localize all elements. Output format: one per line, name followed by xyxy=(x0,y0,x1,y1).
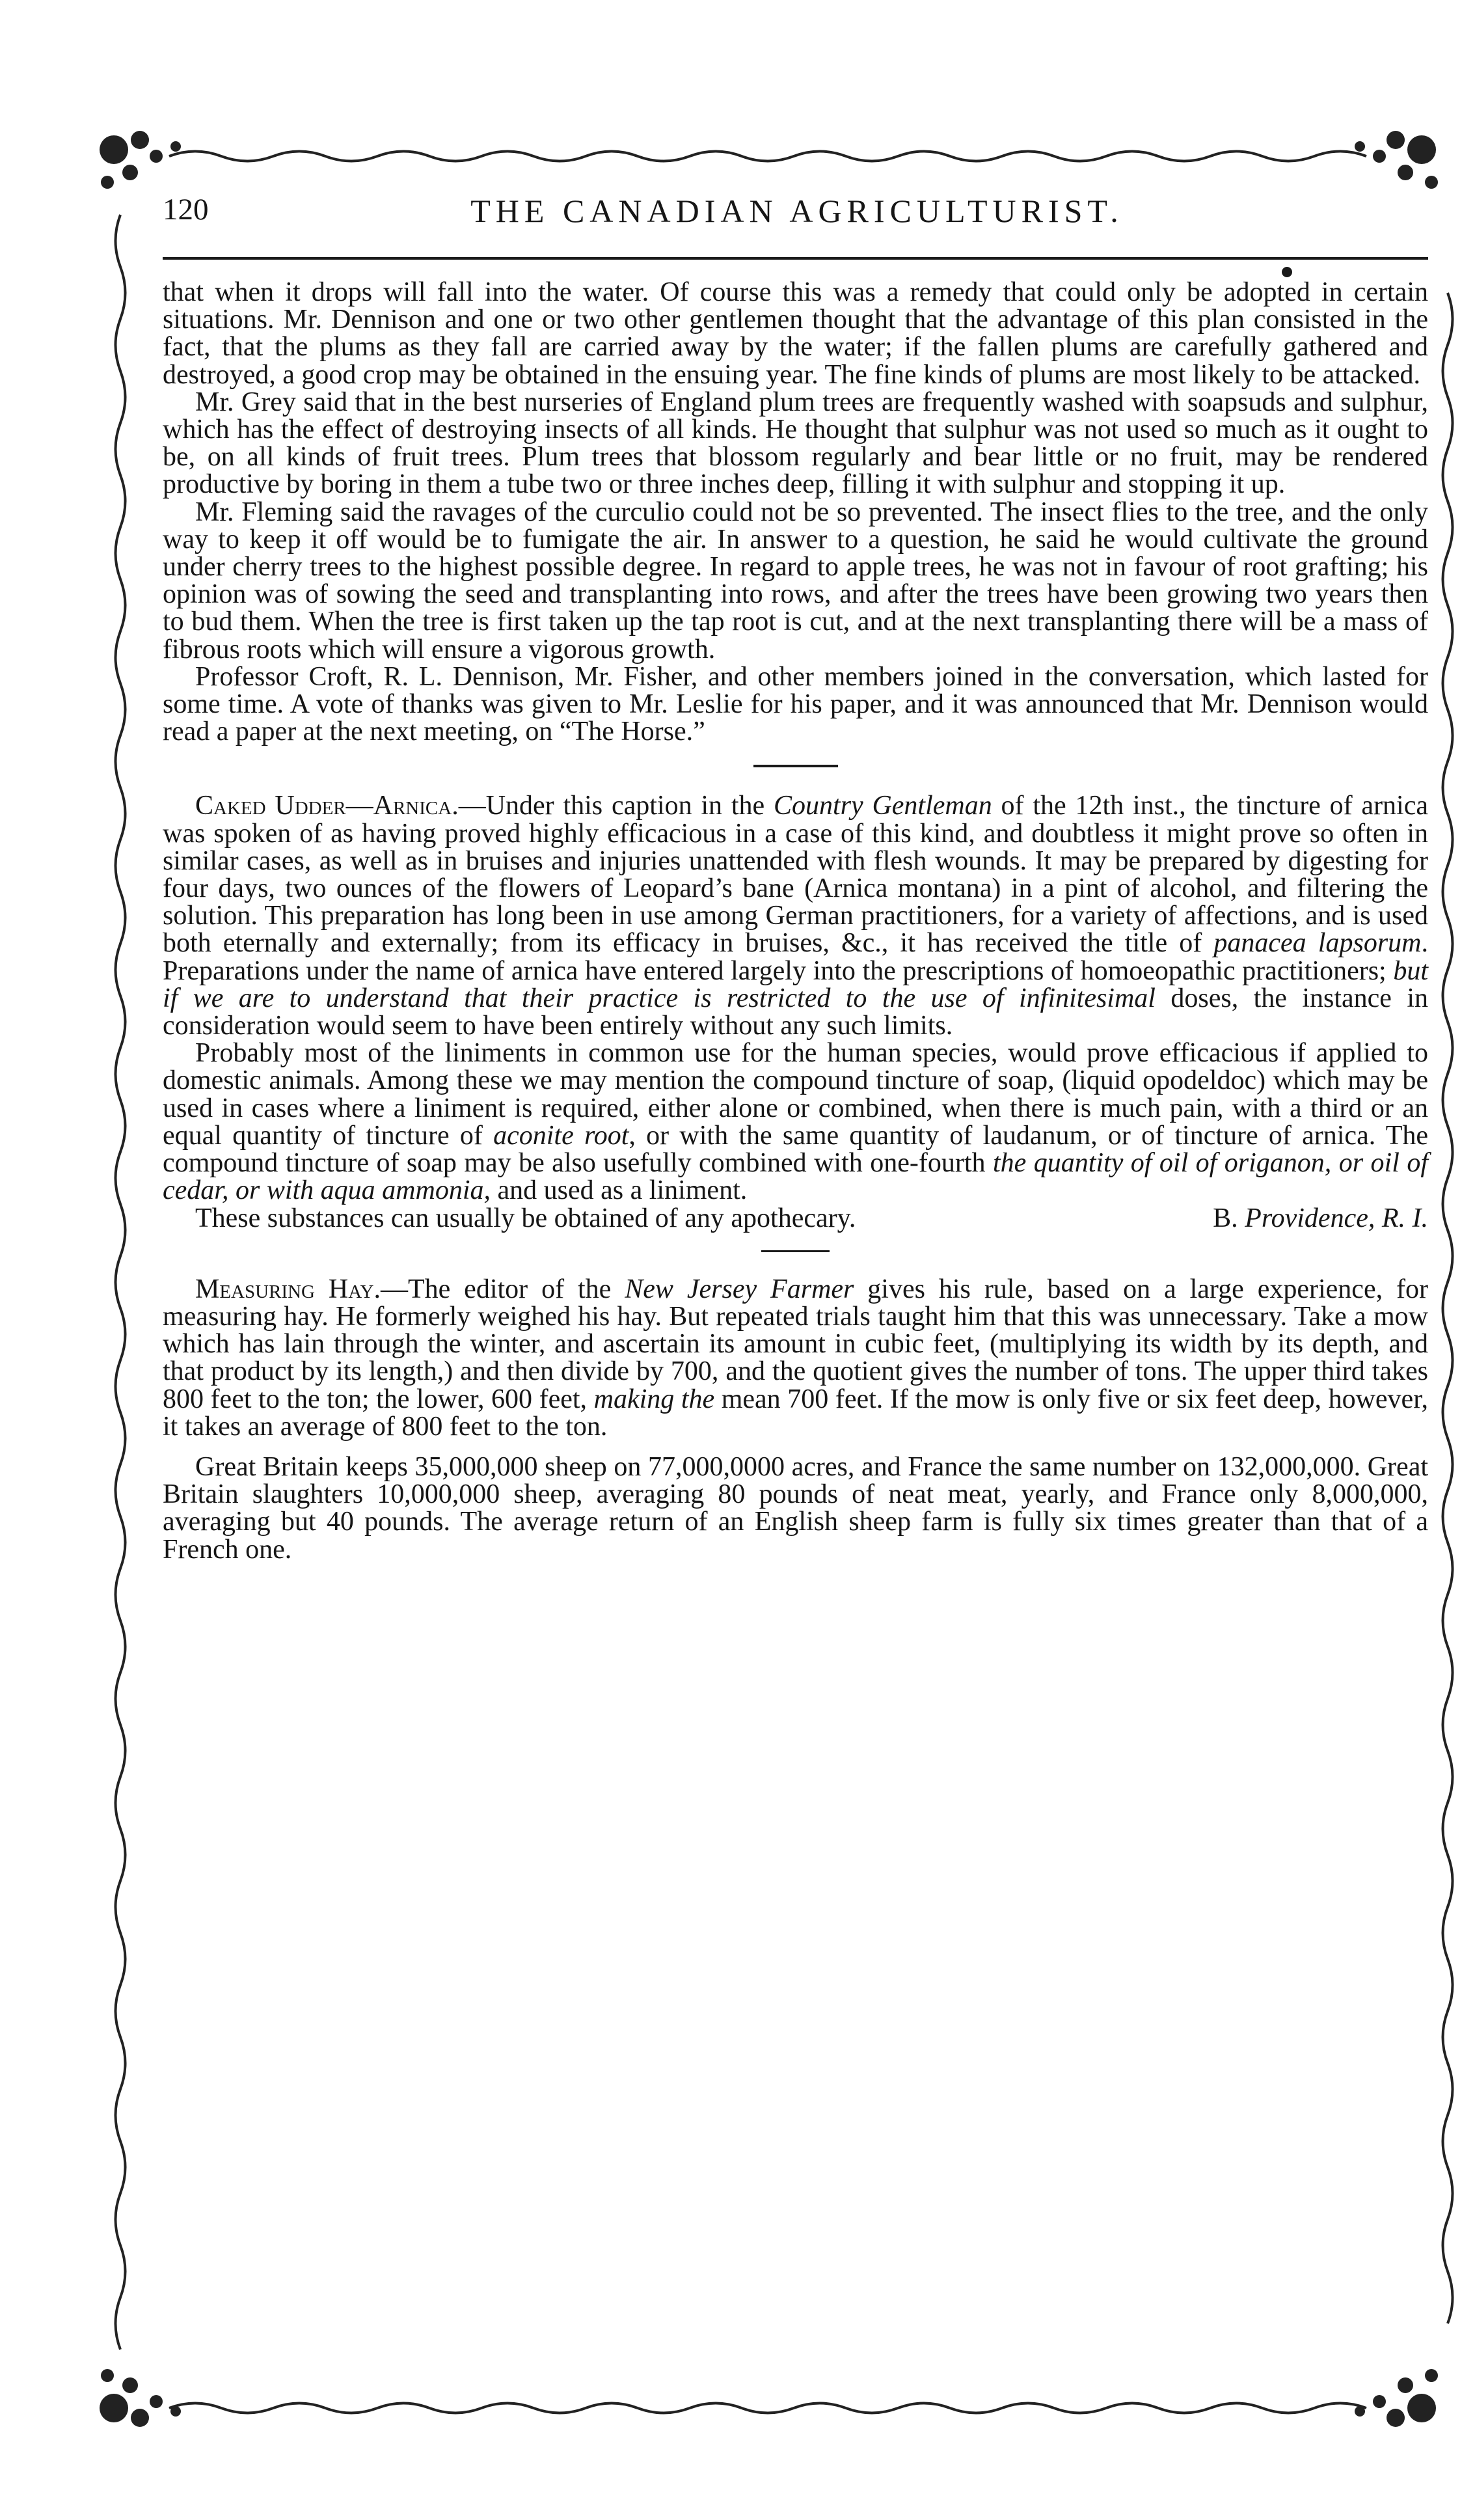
italic-run: but if we are to understand that their practice is restricted to the use of infinitesimal xyxy=(163,955,1428,1013)
text-run: and used as a liniment. xyxy=(491,1175,748,1206)
article4-paragraph-1: Great Britain keeps 35,000,000 sheep on 77,000,0000 acres, and France the same number on 132,000,000. Great Britain slaughters 10,000,000 sheep, averaging 80 pounds of neat meat, yearly, and France only 8,000,000, averaging but 40 pounds. The average return of an English sheep farm is fully six times greater than that of a French one. xyxy=(163,1451,1428,1565)
italic-run: aconite root xyxy=(493,1120,629,1151)
left-border-wave xyxy=(116,215,126,2349)
signature-place: Providence, R. I. xyxy=(1245,1203,1428,1233)
corner-ornament-bottom-left xyxy=(100,2369,181,2427)
source-title: New Jersey Farmer xyxy=(625,1274,854,1304)
page-number: 120 xyxy=(163,193,209,226)
text-run: gives his rule, based on a large experience, for measuring hay. He formerly weighed his hay. But repeated trials taught him that this was unnecessary. Take a mow which has lain through the winter, and ascertain its amount in cubic feet, (multiplying its width by its depth, and that product by its length,) and then divide by 700, and the quotient gives the number of tons. The upper third takes 800 feet to the ton; the lower, 600 feet, xyxy=(163,1274,1428,1414)
text-run: of the 12th inst., the tincture of arnica was spoken of as having proved highly efficacious in a case of this kind, and doubtless it might prove so often in similar cases, as well as in bruises and injuries unattended with flesh wounds. It may be prepared by digesting for four days, two ounces of the flowers of Leopard’s bane (Arnica montana) in a pint of alcohol, and filtering the solution. This preparation has long been in use among German practitioners, for a variety of affections, and is used both eternally and externally; from its efficacy in bruises, &c., it has received the title of xyxy=(163,791,1429,959)
header-rule xyxy=(163,257,1428,260)
corner-ornament-bottom-right xyxy=(1355,2369,1438,2427)
paragraph-gap xyxy=(163,1440,1428,1453)
text-column xyxy=(163,279,1428,1563)
latin-title: panacea lapsorum xyxy=(1213,928,1422,959)
signature xyxy=(1180,1205,1428,1232)
text-run: , or with the same quantity of laudanum, or of tincture of arnica. The compound tincture of soap may be also usefully combined with one-fourth xyxy=(163,1120,1429,1179)
article1-paragraph-3: Mr. Fleming said the ravages of the curculio could not be so prevented. The insect flies to the tree, and the only way to keep it off would be to fumigate the air. In answer to a question, he said he would cultivate the ground under cherry trees to the highest possible degree. In regard to apple trees, he was not in favour of root grafting; his opinion was of sowing the seed and transplanting into rows, and after the trees have been growing two years then to bud them. When the tree is first taken up the tap root is cut, and at the next transplanting there will be a mass of fibrous roots which will ensure a vigorous growth. xyxy=(163,497,1428,664)
running-header xyxy=(163,185,1431,238)
article2-paragraph-1 xyxy=(163,792,1428,1039)
article3-heading: Measuring Hay. xyxy=(195,1274,381,1304)
text-run: . Preparations under the name of arnica have entered largely into the prescriptions of homoeopathic practitioners; xyxy=(163,928,1428,986)
bottom-border-wave xyxy=(169,2404,1366,2413)
article1-paragraph-2: Mr. Grey said that in the best nurseries of England plum trees are frequently washed with soapsuds and sulphur, which has the effect of destroying insects of all kinds. He thought that sulphur was not used so much as it ought to be, on all kinds of fruit trees. Plum trees that blossom regularly and bear little or no fruit, may be rendered productive by boring in them a tube two or three inches deep, filling it with sulphur and stopping it up. xyxy=(163,387,1428,500)
section-separator xyxy=(753,765,838,767)
text-run: —The editor of the xyxy=(380,1274,625,1304)
signature-initial: B. xyxy=(1213,1203,1245,1233)
italic-run: the quantity of oil of origanon, or oil of cedar, or with aqua ammonia, xyxy=(163,1148,1428,1206)
corner-ornament-top-right xyxy=(1355,131,1438,189)
article2-paragraph-3 xyxy=(163,1205,1428,1232)
text-run: mean 700 feet. If the mow is only five or six feet deep, however, it takes an average of 800 feet to the ton. xyxy=(163,1384,1428,1442)
text-run: Probably most of the liniments in common use for the human species, would prove efficacious if applied to domestic animals. Among these we may mention the compound tincture of soap, (liquid opodeldoc) which may be used in cases where a liniment is required, either alone or combined, when there is much pain, with a third or an equal quantity of tincture of xyxy=(163,1038,1428,1151)
header-dot xyxy=(1282,267,1292,277)
text-run: —Under this caption in the xyxy=(458,791,774,821)
corner-ornament-top-left xyxy=(100,131,181,189)
text-run: doses, the instance in consideration would seem to have been entirely without any such limits. xyxy=(163,983,1428,1041)
top-border-wave xyxy=(169,152,1366,161)
article1-paragraph-1: that when it drops will fall into the water. Of course this was a remedy that could only be adopted in certain situations. Mr. Dennison and one or two other gentlemen thought that the advantage of this plan consisted in the fact, that the plums as they fall are carried away by the water; if the fallen plums are carefully gathered and destroyed, a good crop may be obtained in the ensuing year. The fine kinds of plums are most likely to be attacked. xyxy=(163,277,1428,390)
text-run: These substances can usually be obtained of any apothecary. xyxy=(195,1203,856,1233)
right-border-wave xyxy=(1443,293,1453,2323)
source-title: Country Gentleman xyxy=(773,791,992,821)
article2-paragraph-2 xyxy=(163,1039,1428,1204)
article2-heading: Caked Udder—Arnica. xyxy=(195,791,459,821)
article3-paragraph-1 xyxy=(163,1276,1428,1440)
running-title: THE CANADIAN AGRICULTURIST. xyxy=(470,193,1124,229)
section-separator xyxy=(761,1250,830,1252)
article1-paragraph-4: Professor Croft, R. L. Dennison, Mr. Fisher, and other members joined in the conversation, which lasted for some time. A vote of thanks was given to Mr. Leslie for his paper, and it was announced that Mr. Dennison would read a paper at the next meeting, on “The Horse.” xyxy=(163,661,1428,747)
italic-run: making the xyxy=(593,1384,715,1414)
